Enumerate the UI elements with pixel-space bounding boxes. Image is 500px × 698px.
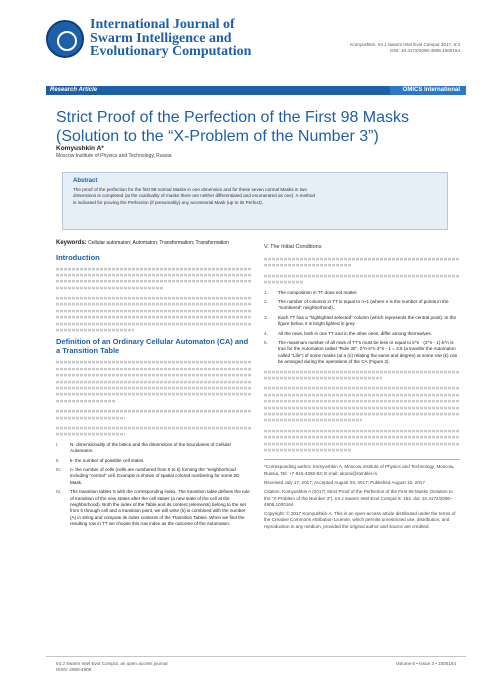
body-paragraph <box>264 369 460 382</box>
abstract-box <box>62 172 448 230</box>
list-number: I. <box>56 441 59 447</box>
list-item <box>264 299 460 312</box>
list-number: II. <box>56 457 60 463</box>
keywords-label: Keywords: <box>56 240 87 246</box>
section-heading-introduction: Introduction <box>56 252 100 262</box>
abstract-line: dimensions is completed (at the cardinality of masks there are neither differentiated and enumerated as one). A method <box>73 193 315 199</box>
list-item <box>264 315 460 328</box>
abstract-text <box>73 187 437 206</box>
citation-note: Citation: Komyushkin A (2017) Strict Proof of the Perfection of the First 98 Masks (Solution to the "X-Problem of the Number 3"). Int J Swarm Intel Evol Comput 6: 164. doi: 10.4172/2090-4908.1000164 <box>264 489 453 507</box>
list-text: The number of columns in TT is equal to n+1 (where n is the number of points in the "numbered" neighborhood). <box>278 298 449 311</box>
initial-paragraph <box>264 256 460 269</box>
author-affiliation: Moscow Institute of Physics and Technology, Russia <box>56 153 172 159</box>
list-item <box>56 442 252 455</box>
list-number: 4. <box>264 330 268 336</box>
definition-paragraph <box>56 359 252 404</box>
list-number: III. <box>56 466 62 472</box>
page-footer <box>46 656 466 677</box>
abstract-line: is indicated for proving the Perfection (if presumably) any accessorial Mask (up to its Perfect). <box>73 199 263 205</box>
list-item <box>56 467 252 486</box>
doi-line: DOI: 10.4172/2090-4908.1000164 <box>390 48 460 53</box>
list-text: Each TT has a "highlighted selected" column (which represents the central point). In the figure below, it is bright lighted in grey. <box>278 314 457 327</box>
access-label: OMICS International <box>402 87 460 93</box>
footer-issn: ISSN: 2090-4908 <box>56 667 92 672</box>
citation-line: Komyushkin, Int J Swarm Intel Evol Comput 2017, 6:3 <box>350 42 460 47</box>
list-text: n- the number of cells (cells are numbered from 0 to k) forming the "neighborhood including "central" cell. Example is shown of spatial colored numbering for some 2D Mask. <box>70 466 240 485</box>
initial-paragraph <box>264 273 460 286</box>
list-item <box>56 458 252 464</box>
body-paragraph <box>264 428 460 454</box>
received-dates: Received July 17, 2017; Accepted August 03, 2017; Published August 10, 2017 <box>264 479 425 485</box>
list-item <box>56 489 252 527</box>
definition-paragraph <box>56 425 252 438</box>
list-text: N- dimensionality of the lattice and the dimensions of the boundaries of Cellular Automaton. <box>70 441 232 454</box>
citation-header <box>300 42 460 54</box>
section-heading-definition: Definition of an Ordinary Cellular Automaton (CA) and a Transition Table <box>56 337 249 356</box>
list-text: All the rows, both in one TT and in the other ones, differ among themselves. <box>278 330 432 336</box>
list-number: 1. <box>264 289 268 295</box>
abstract-heading: Abstract <box>73 178 98 184</box>
keywords-text: Cellular automaton; Automaton; Transformation; Transformation <box>88 240 229 246</box>
list-number: 3. <box>264 314 268 320</box>
list-item <box>264 331 460 337</box>
right-column <box>264 240 460 533</box>
left-column <box>56 240 252 531</box>
copyright-note: Copyright: © 2017 Komyushkin A. This is an open-access article distributed under the terms of the Creative Commons Attribution License, which permits unrestricted use, distribution, and reproduction in any medium, provided the original author and source are credited. <box>264 511 456 529</box>
corresponding-author: *Corresponding author: Komyushkin A, Moscow Institute of Physics and Technology, Moscow, Russia, Tel: +7-915-4260-83; E-mail: akomi@rambler.ru <box>264 464 455 476</box>
list-number: 5. <box>264 340 268 345</box>
list-text: The composition in TT does not matter. <box>278 289 358 295</box>
keywords <box>56 240 252 247</box>
definition-paragraph <box>56 408 252 421</box>
journal-logo <box>46 20 84 58</box>
paper-title: Strict Proof of the Perfection of the First 98 Masks (Solution to the “X-Problem of the Number 3”) <box>56 109 410 145</box>
intro-paragraph <box>56 266 252 292</box>
footer-volume: Volume 6 • Issue 3 • 1000164 <box>395 661 456 666</box>
list-text: k- the number of possible cell states. <box>70 457 145 463</box>
article-type-bar <box>46 86 466 95</box>
body-paragraph <box>264 385 460 423</box>
footer-journal <box>56 661 168 673</box>
section-heading-initial: V. The Initial Conditions <box>264 244 322 250</box>
list-text: The maximum number of all rows of TT's must be less or equal to k^n · (2^n - 1)·k^n is true for the Automaton called "Rule 30", 2^n·k^n·2^n - 1 = 3.5 (a transfer the Automaton called "Life") of some masks (at a (n) relating the same and degree) at some row (k) can be arranged during the operations of the CA (Figure 2). <box>278 340 458 365</box>
article-type-label: Research Article <box>50 87 98 93</box>
author-name: Komyushkin A* <box>56 145 104 152</box>
footnote-divider <box>264 459 460 460</box>
list-number: IV. <box>56 489 62 495</box>
list-text: The transition tables S with the corresponding index. The transition table defines the rule of transition of the new states after the cell states (a new state of the cell at the neighborhood). Both the index of the Table and its content (elements) belong to the set from 0 through cell and a transition point, we will write (k) is combined with the number (A) in string and compute its index contents of the Transition Tables. When we find the resulting row in TT we choose this row index as the outcome of the Automaton. <box>70 489 250 527</box>
list-item <box>264 290 460 296</box>
journal-title: International Journal of Swarm Intelligence and Evolutionary Computation <box>90 17 252 59</box>
intro-paragraph <box>56 295 252 333</box>
list-number: 2. <box>264 298 268 304</box>
list-item <box>264 340 460 366</box>
abstract-line: The proof of the perfection for the first 98 normal Masks in one dimension and for these seven normal Masks in two <box>73 187 307 192</box>
footer-journal-line: Int J Swarm Intel Evol Comput, an open access journal <box>56 661 168 666</box>
